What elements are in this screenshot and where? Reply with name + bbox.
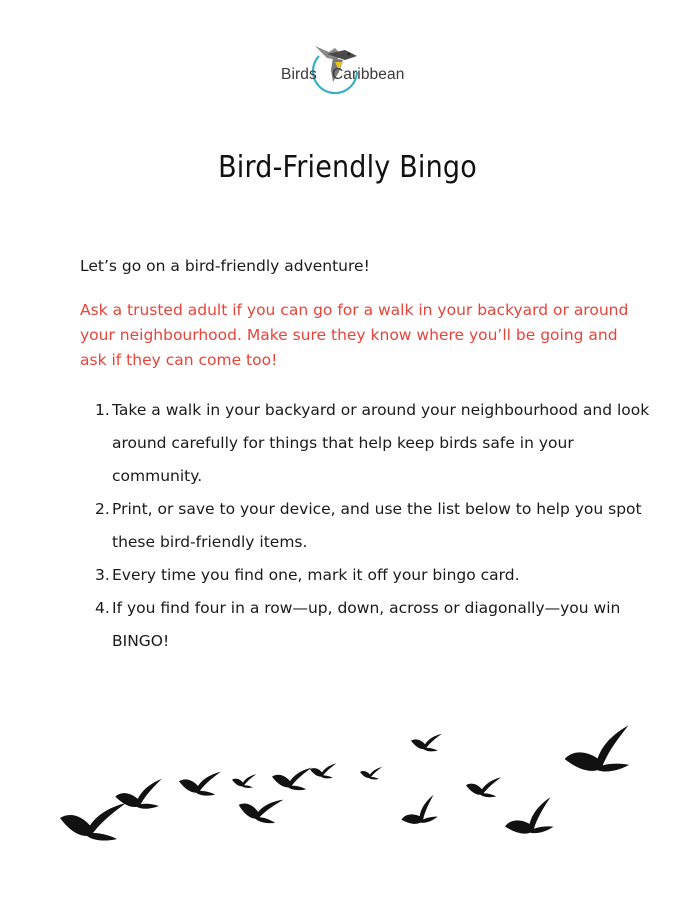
step-number: 4. (95, 599, 110, 617)
birdscaribbean-logo (275, 36, 425, 100)
step-number: 1. (95, 401, 110, 419)
bird-silhouette-icon (179, 772, 221, 796)
bird-silhouette-icon (560, 725, 638, 782)
bird-silhouette-icon (398, 795, 443, 832)
bird-silhouette-icon (466, 777, 501, 797)
instructions-list (95, 394, 655, 658)
instruction-step (95, 394, 655, 493)
bird-silhouette-icon (272, 768, 312, 791)
safety-notice: Ask a trusted adult if you can go for a walk in your backyard or around your neighbourhood. Make sure they know where you’ll be going and ask if they can come too! (80, 301, 629, 369)
step-text: Every time you find one, mark it off your bingo card. (112, 566, 520, 584)
step-text: Take a walk in your backyard or around your neighbourhood and look around carefully for things that help keep birds safe in your community. (112, 401, 650, 485)
step-number: 2. (95, 500, 110, 518)
step-number: 3. (95, 566, 110, 584)
bird-silhouette-icon (360, 767, 382, 780)
bird-silhouette-icon (411, 734, 442, 752)
bird-silhouette-icon (232, 774, 256, 788)
bird-silhouette-icon (114, 779, 166, 813)
page-title: Bird-Friendly Bingo (218, 150, 477, 185)
bird-silhouette-icon (501, 797, 561, 843)
instruction-step (95, 493, 655, 559)
bird-silhouette-icon (237, 795, 283, 825)
flying-birds-illustration (50, 725, 650, 865)
step-text: If you find four in a row—up, down, across or diagonally—you win BINGO! (112, 599, 621, 650)
instruction-step (95, 559, 655, 592)
intro-text: Let’s go on a bird-friendly adventure! (80, 257, 370, 275)
bird-silhouette-icon (310, 763, 336, 778)
instruction-step (95, 592, 655, 658)
bird-silhouette-icon (60, 803, 126, 841)
logo-word-caribbean: Caribbean (332, 66, 405, 83)
step-text: Print, or save to your device, and use the list below to help you spot these bird-friendly items. (112, 500, 642, 551)
logo-word-birds: Birds (281, 66, 317, 83)
